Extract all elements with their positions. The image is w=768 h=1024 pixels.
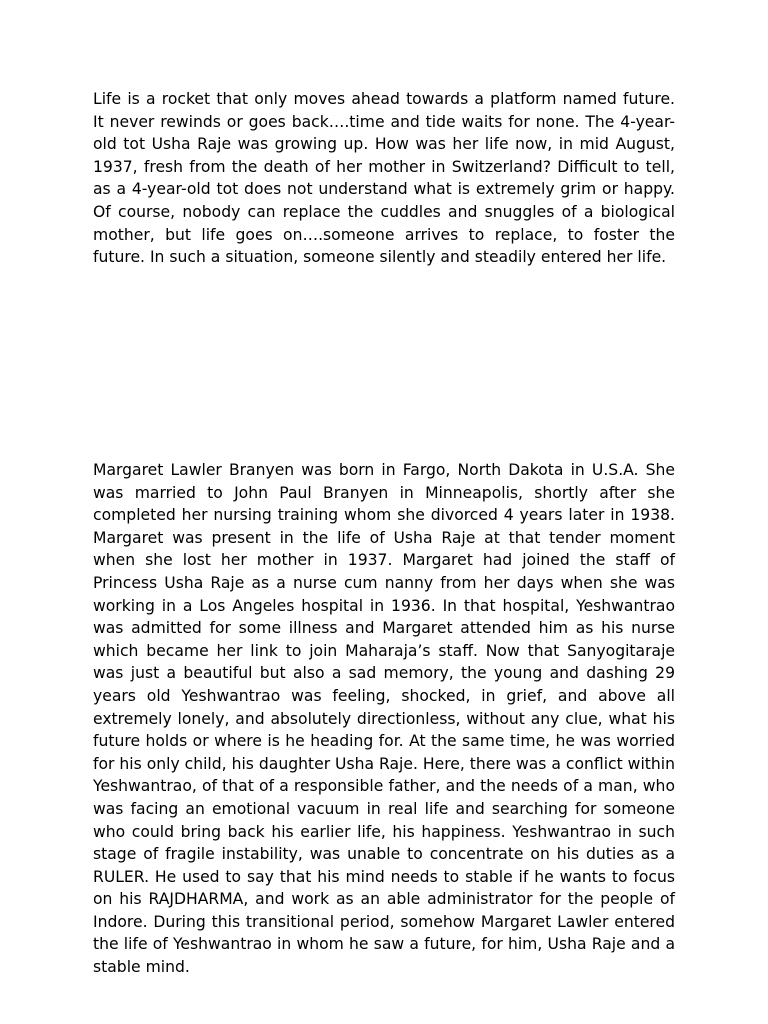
paragraph-1	[93, 88, 675, 269]
paragraph-1-text: Life is a rocket that only moves ahead towards a platform named future. It never rewinds or goes back….time and tide waits for none. The 4-year-old tot Usha Raje was growing up. How was her life now, in mid August, 1937, fresh from the death of her mother in Switzerland? Difficult to tell, as a 4-year-old tot does not understand what is extremely grim or happy. Of course, nobody can replace the cuddles and snuggles of a biological mother, but life goes on….someone arrives to replace, to foster the future. In such a situation, someone silently and steadily entered her life.	[93, 90, 675, 267]
paragraph-2	[93, 459, 675, 979]
paragraph-2-text: Margaret Lawler Branyen was born in Fargo, North Dakota in U.S.A. She was married to John Paul Branyen in Minneapolis, shortly after she completed her nursing training whom she divorced 4 years later in 1938. Margaret was present in the life of Usha Raje at that tender moment when she lost her mother in 1937. Margaret had joined the staff of Princess Usha Raje as a nurse cum nanny from her days when she was working in a Los Angeles hospital in 1936. In that hospital, Yeshwantrao was admitted for some illness and Margaret attended him as his nurse which became her link to join Maharaja’s staff. Now that Sanyogitaraje was just a beautiful but also a sad memory, the young and dashing 29 years old Yeshwantrao was feeling, shocked, in grief, and above all extremely lonely, and absolutely directionless, without any clue, what his future holds or where is he heading for. At the same time, he was worried for his only child, his daughter Usha Raje. Here, there was a conflict within Yeshwantrao, of that of a responsible father, and the needs of a man, who was facing an emotional vacuum in real life and searching for someone who could bring back his earlier life, his happiness. Yeshwantrao in such stage of fragile instability, was unable to concentrate on his duties as a RULER. He used to say that his mind needs to stable if he wants to focus on his RAJDHARMA, and work as an able administrator for the people of Indore. During this transitional period, somehow Margaret Lawler entered the life of Yeshwantrao in whom he saw a future, for him, Usha Raje and a stable mind.	[93, 461, 675, 977]
